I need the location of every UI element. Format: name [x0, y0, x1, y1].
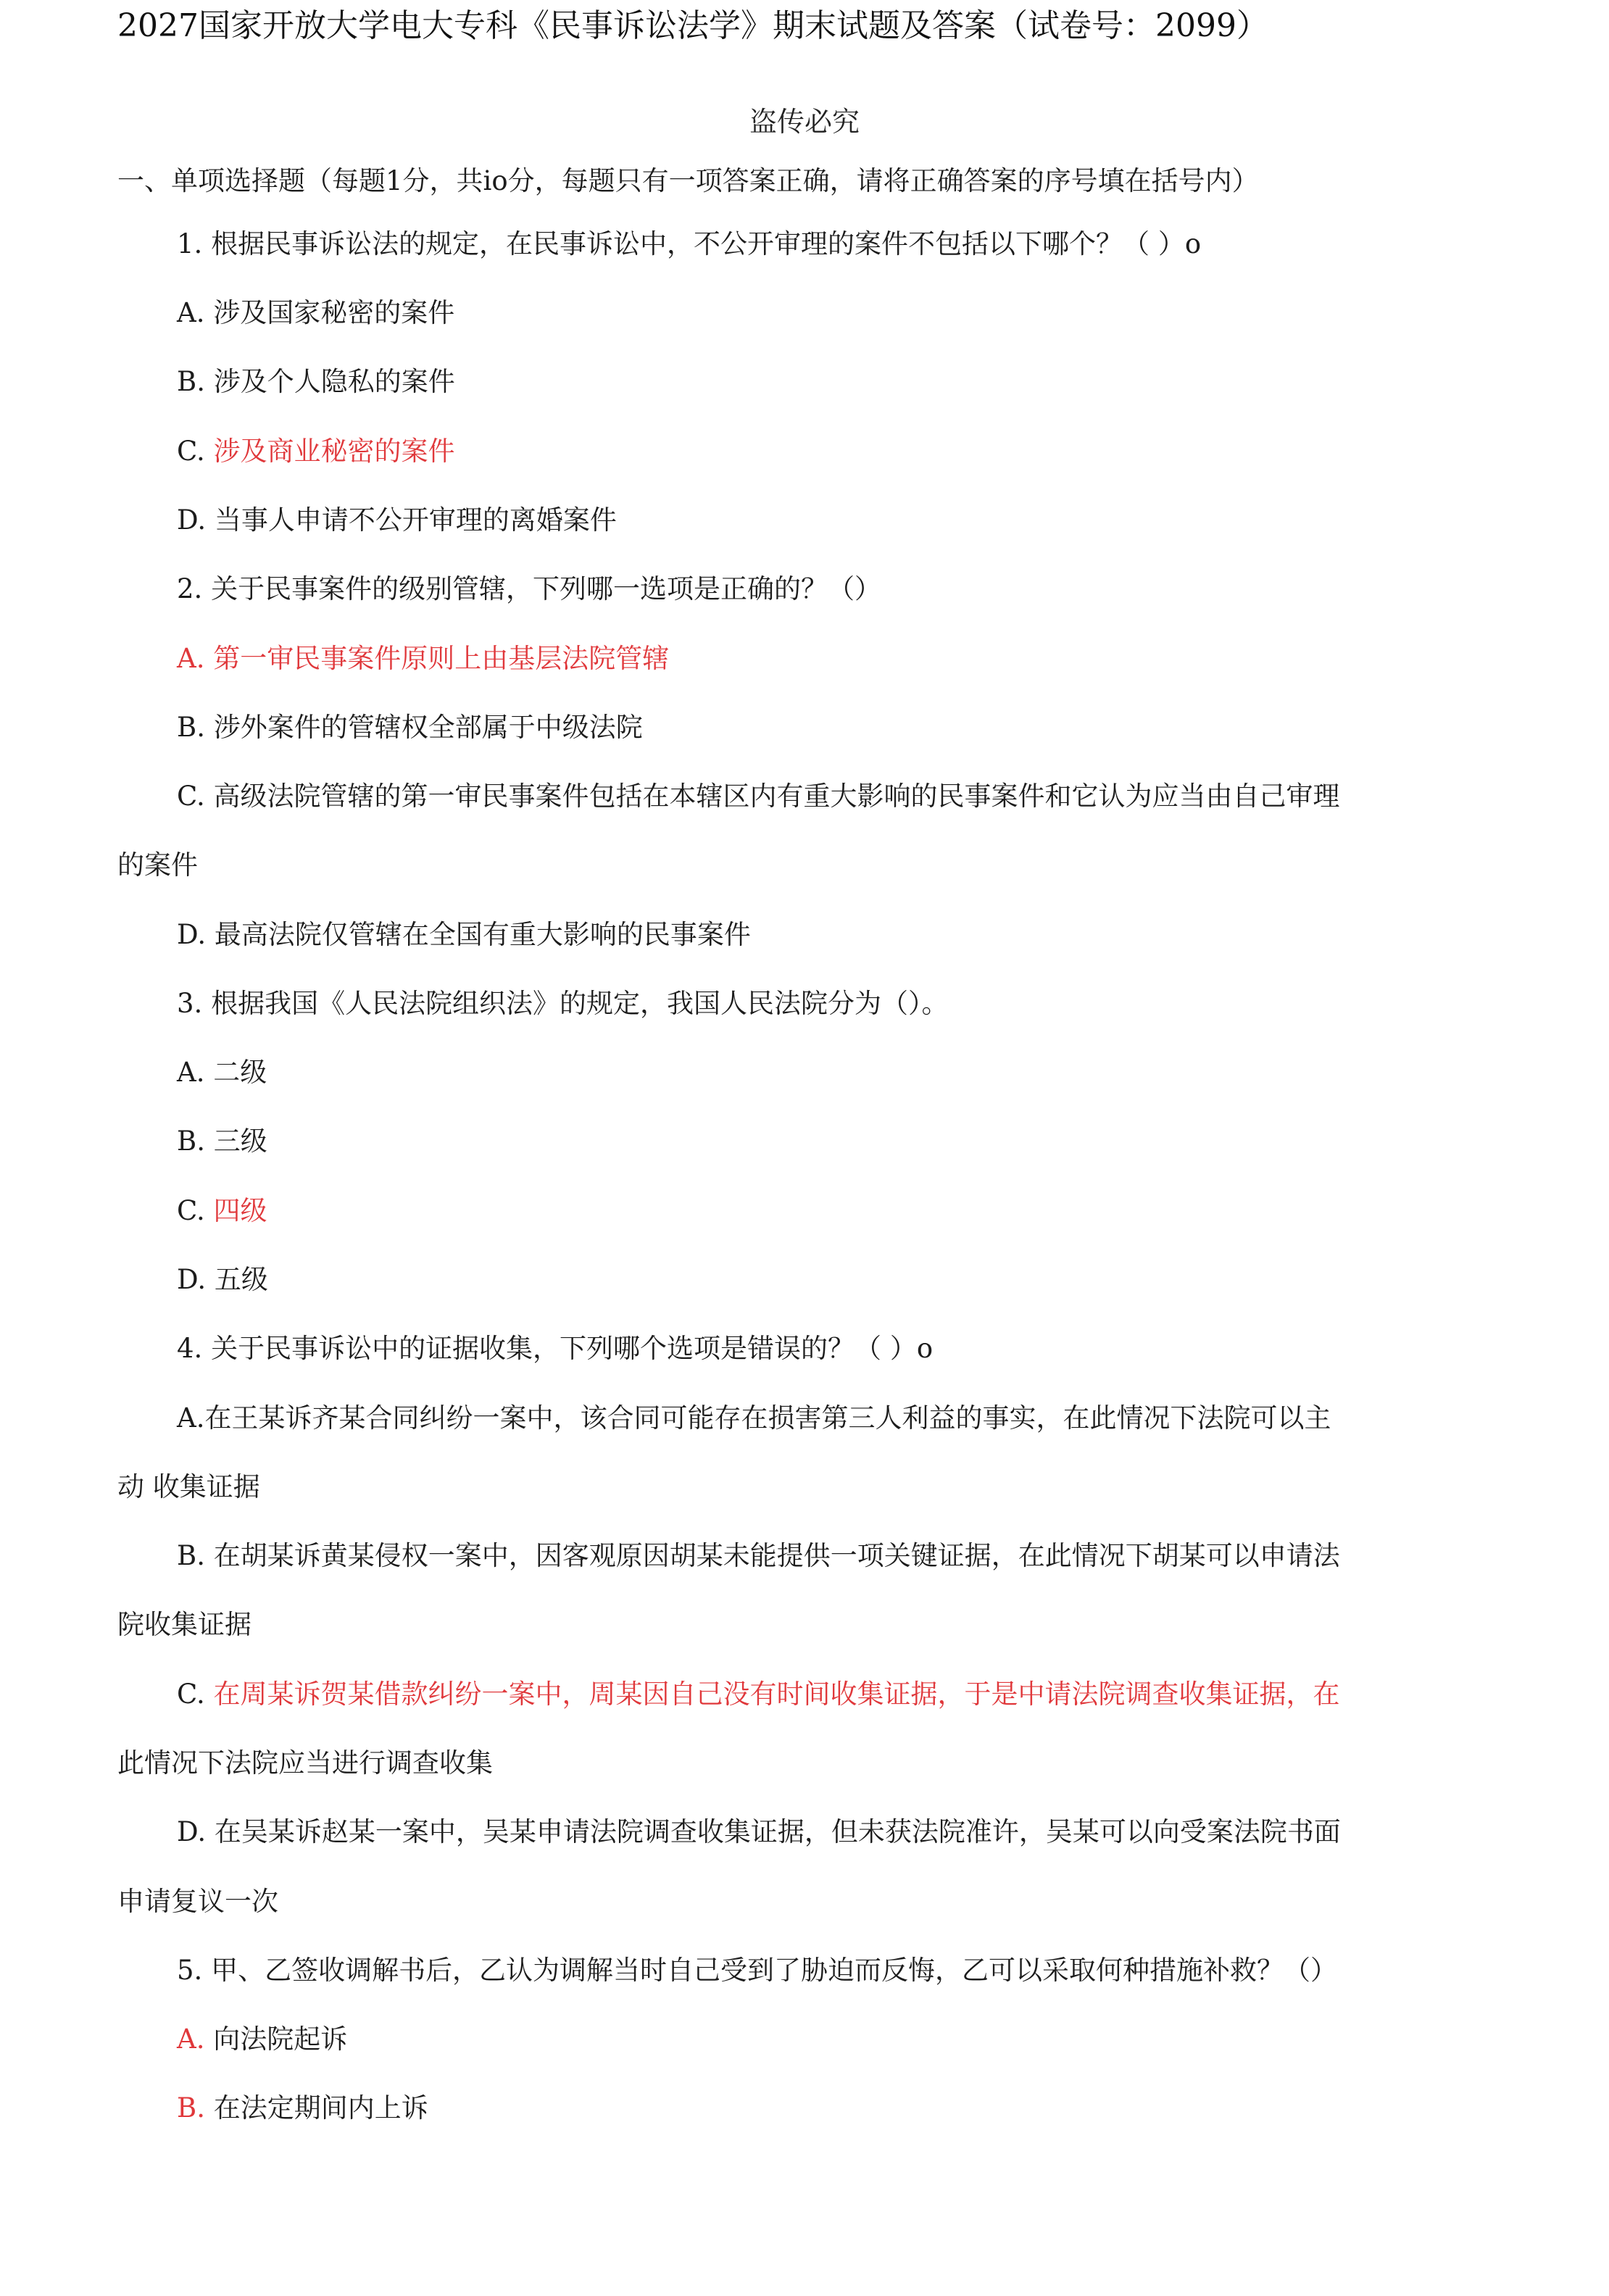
- q4-option-b: B. 在胡某诉黄某侵权一案中，因客观原因胡某未能提供一项关键证据，在此情况下胡某可以申请法: [177, 1540, 1340, 1571]
- q1-option-c: [177, 431, 455, 472]
- q3-correct-answer-text: 四级: [213, 1195, 267, 1226]
- q5-option-a: [177, 2019, 347, 2060]
- q4-option-a: A.在王某诉齐某合同纠纷一案中，该合同可能存在损害第三人利益的事实，在此情况下法院可以主: [177, 1402, 1331, 1434]
- question-1: 1. 根据民事诉讼法的规定，在民事诉讼中，不公开审理的案件不包括以下哪个？（ ）o: [177, 228, 1202, 259]
- q4-correct-answer-text: 在周某诉贺某借款纠纷一案中，周某因自己没有时间收集证据，于是中请法院调查收集证据，在: [213, 1679, 1340, 1710]
- q1-option-a: A. 涉及国家秘密的案件: [177, 297, 455, 328]
- q5-option-a-text: 向法院起诉: [213, 2023, 348, 2055]
- q3-option-c: [177, 1191, 267, 1231]
- q4-option-b-continued: 院收集证据: [117, 1609, 251, 1640]
- q4-option-c: [177, 1674, 1340, 1715]
- q3-option-a: A. 二级: [177, 1057, 267, 1088]
- q4-option-d-continued: 申请复议一次: [117, 1886, 278, 1917]
- q3-option-d: D. 五级: [177, 1264, 268, 1295]
- option-letter: C.: [177, 1195, 205, 1226]
- q1-option-b: B. 涉及个人隐私的案件: [177, 366, 455, 397]
- option-letter-correct: A.: [177, 2023, 205, 2055]
- question-5: 5. 甲、乙签收调解书后，乙认为调解当时自己受到了胁迫而反悔，乙可以采取何种措施补救？（）: [177, 1955, 1338, 1986]
- question-2: 2. 关于民事案件的级别管辖，下列哪一选项是正确的？（）: [177, 573, 882, 604]
- q2-option-b: B. 涉外案件的管辖权全部属于中级法院: [177, 712, 643, 743]
- q2-option-c-continued: 的案件: [117, 849, 198, 881]
- q4-option-a-continued: 动 收集证据: [117, 1471, 260, 1502]
- q3-option-b: B. 三级: [177, 1126, 267, 1157]
- option-letter: C.: [177, 436, 205, 467]
- q5-option-b: [177, 2088, 428, 2129]
- q4-option-c-continued: 此情况下法院应当进行调查收集: [117, 1747, 493, 1779]
- section-heading: 一、单项选择题（每题1分，共io分，每题只有一项答案正确，请将正确答案的序号填在括号内）: [117, 165, 1259, 196]
- document-title: 2027国家开放大学电大专科《民事诉讼法学》期末试题及答案（试卷号：2099）: [117, 7, 1268, 44]
- question-3: 3. 根据我国《人民法院组织法》的规定，我国人民法院分为（）。: [177, 988, 949, 1019]
- q1-correct-answer-text: 涉及商业秘密的案件: [213, 436, 455, 467]
- option-letter-correct: B.: [177, 2092, 205, 2124]
- q2-option-c: C. 高级法院管辖的第一审民事案件包括在本辖区内有重大影响的民事案件和它认为应当由自己审理: [177, 781, 1340, 812]
- q5-option-b-text: 在法定期间内上诉: [213, 2092, 428, 2124]
- question-4: 4. 关于民事诉讼中的证据收集，下列哪个选项是错误的？（ ）o: [177, 1333, 934, 1364]
- option-letter: C.: [177, 1679, 205, 1710]
- watermark-text: 盗传必究: [749, 106, 860, 138]
- q2-option-a-correct: A. 第一审民事案件原则上由基层法院管辖: [177, 643, 670, 674]
- q2-option-d: D. 最高法院仅管辖在全国有重大影响的民事案件: [177, 919, 751, 950]
- q4-option-d: D. 在吴某诉赵某一案中，吴某申请法院调查收集证据，但未获法院准许，吴某可以向受案法院书面: [177, 1816, 1341, 1847]
- q1-option-d: D. 当事人申请不公开审理的离婚案件: [177, 504, 617, 536]
